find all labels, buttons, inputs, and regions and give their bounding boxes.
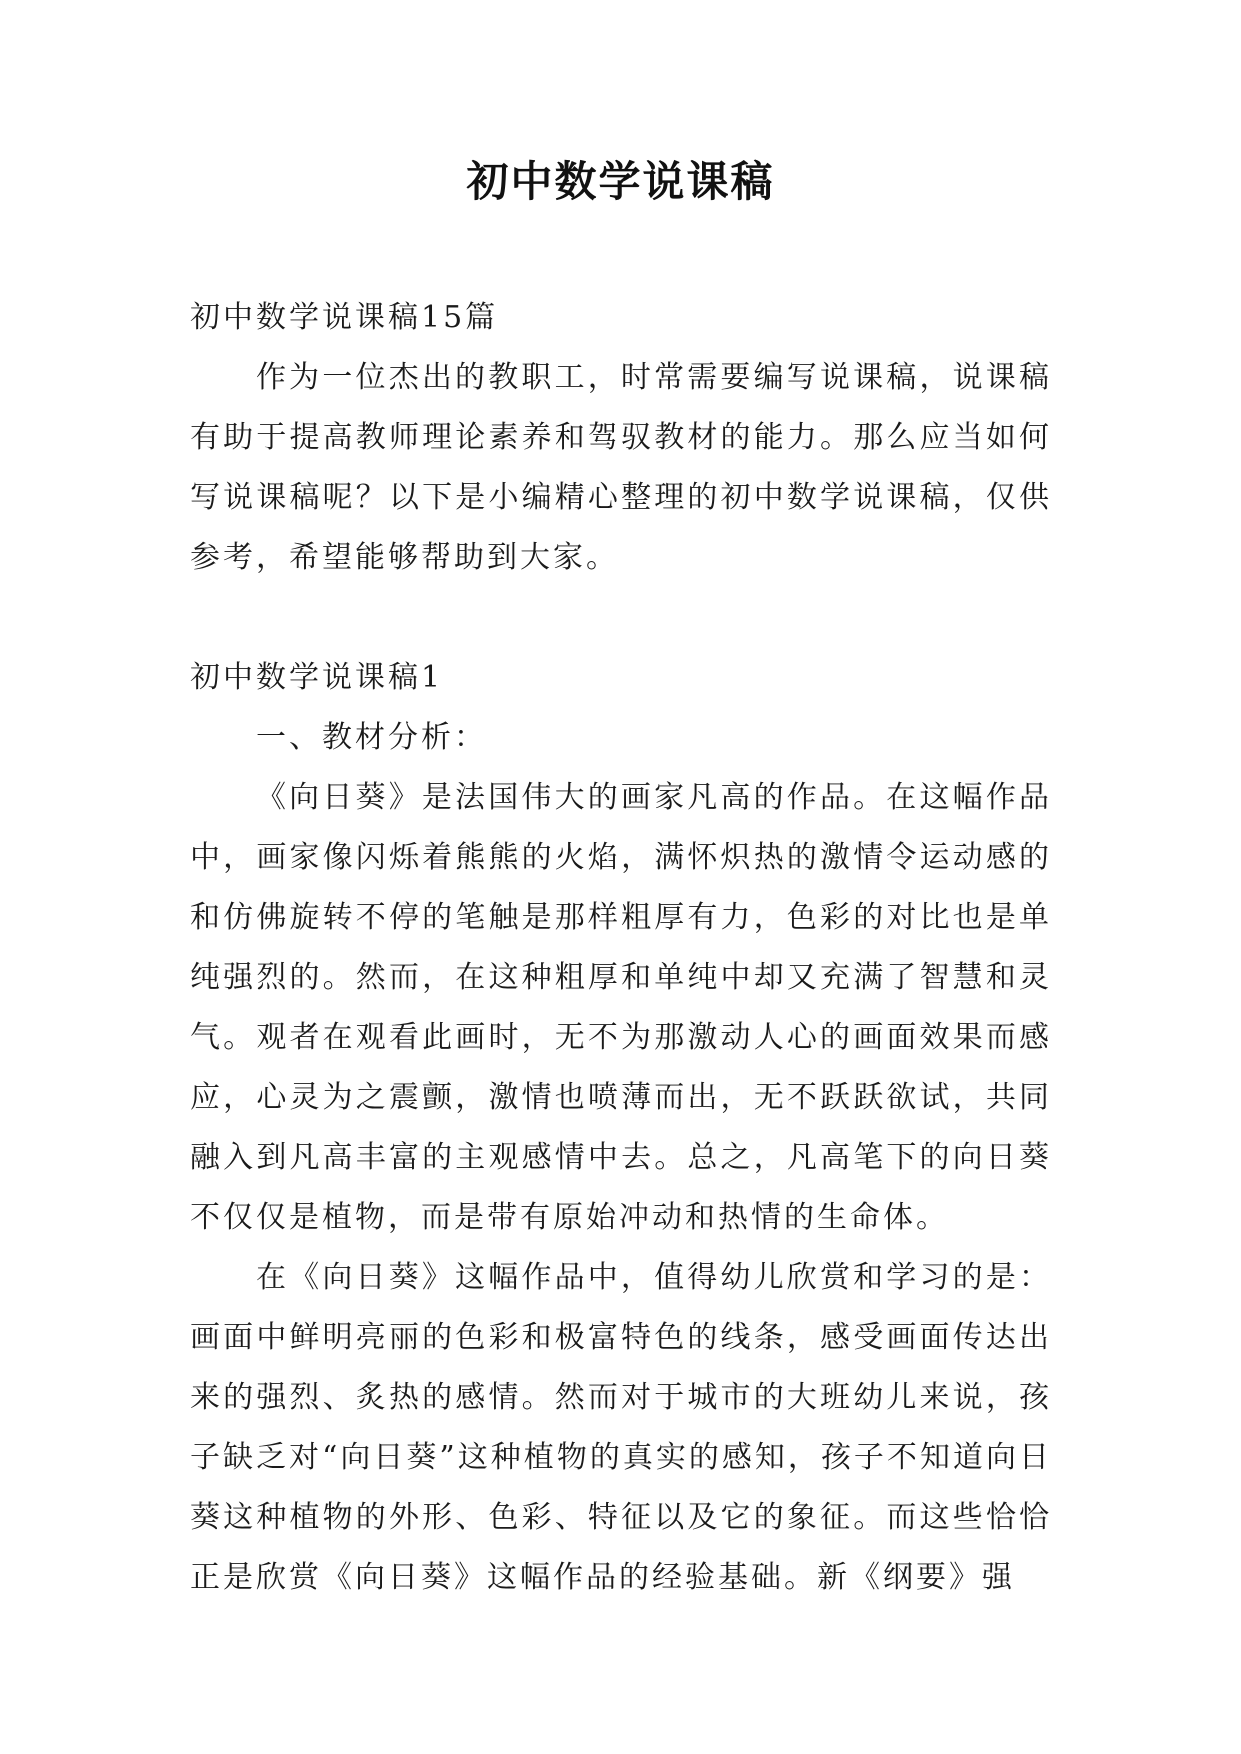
intro-paragraph: 作为一位杰出的教职工，时常需要编写说课稿，说课稿有助于提高教师理论素养和驾驭教材的能力。那么应当如何写说课稿呢？以下是小编精心整理的初中数学说课稿，仅供参考，希望能够帮助到大家。 [190, 360, 1052, 575]
section-heading: 初中数学说课稿1 [190, 660, 444, 695]
document-title: 初中数学说课稿 [466, 157, 775, 206]
document-body [190, 288, 1052, 1608]
part-heading: 一、教材分析： [256, 720, 487, 755]
paragraph-spacer [190, 588, 1052, 648]
body-paragraph-2: 在《向日葵》这幅作品中，值得幼儿欣赏和学习的是：画面中鲜明亮丽的色彩和极富特色的线条，感受画面传达出来的强烈、炙热的感情。然而对于城市的大班幼儿来说，孩子缺乏对“向日葵”这种植物的真实的感知，孩子不知道向日葵这种植物的外形、色彩、特征以及它的象征。而这些恰恰正是欣赏《向日葵》这幅作品的经验基础。新《纲要》强 [190, 1260, 1052, 1595]
body-paragraph-1: 《向日葵》是法国伟大的画家凡高的作品。在这幅作品中，画家像闪烁着熊熊的火焰，满怀炽热的激情令运动感的和仿佛旋转不停的笔触是那样粗厚有力，色彩的对比也是单纯强烈的。然而，在这种粗厚和单纯中却又充满了智慧和灵气。观者在观看此画时，无不为那激动人心的画面效果而感应，心灵为之震颤，激情也喷薄而出，无不跃跃欲试，共同融入到凡高丰富的主观感情中去。总之，凡高笔下的向日葵不仅仅是植物，而是带有原始冲动和热情的生命体。 [190, 780, 1052, 1235]
document-subtitle: 初中数学说课稿15篇 [190, 300, 499, 335]
